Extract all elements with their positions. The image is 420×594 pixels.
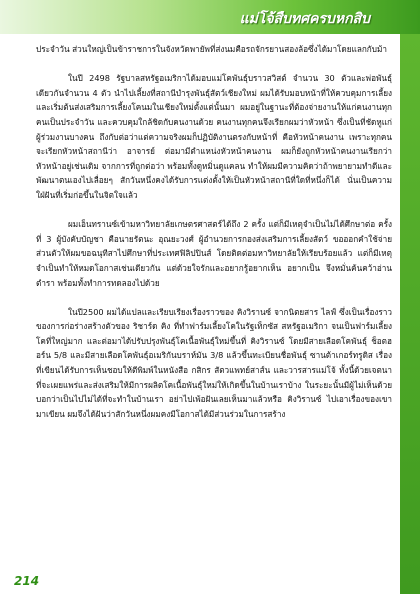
page-number: 214 <box>14 574 40 588</box>
paragraph-2: ในปี 2498 รัฐบาลสหรัฐอเมริกาได้มอบแม่โคพันธุ์บราวสวิสต์ จำนวน 30 ตัวและพ่อพันธุ์เดียวกันจำนวน 4 ตัว นำไปเลี้ยงที่สถานีบำรุงพันธุ์สัตว์เชียงใหม่ ผมได้รับมอบหน้าที่ให้ควบคุมการเลี้ยง และเริ่มต้นส่งเสริมการเลี้ยงโคนมในเชียงใหม่ตั้งแต่นั้นมา ผมอยู่ในฐานะที่ต้องจ่ายงานให้แก่คนงานทุกคนเป็นประจำวัน และควบคุมใกล้ชิดกับคนงานด้วย คนงานทุกคนจึงเรียกผมว่าหัวหน้า ซึ่งเป็นที่ชัดหูแก่ผู้ร่วมงานบางคน ถึงกับต่อว่าแต่ความจริงผมก็ปฏิบัติงานตรงกับหน้าที่ คือหัวหน้าคนงาน เพราะทุกคนจะเรียกหัวหน้าสถานีว่า อาจารย์ ต่อมามีตำแหน่งหัวหน้าคนงาน ผมก็ยังถูกหัวหน้าคนงานเรียกว่าหัวหน้าอยู่เช่นเดิม จากการที่ถูกต่อว่า พร้อมทั้งดูหมิ่นดูแคลน ทำให้ผมมีความคิดว่าถ้าพยายามทำดีและพัฒนาตนเองไปเลื่อยๆ สักวันหนึ่งคงได้รับการแต่งตั้งให้เป็นหัวหน้าสถานีที่ใดที่หนึ่งก็ได้ นั่นเป็นความใฝ่ฝันที่เริ่มก่อขึ้นในจิตใจแล้ว <box>36 73 392 200</box>
paragraph-1: ประจำวัน ส่วนใหญ่เป็นข้าราชการในจังหวัดพายัพที่ส่งนมคือรถจักรยานสองล้อซึ่งได้มาโดยแลกกับม้า <box>36 44 387 54</box>
side-stripe <box>400 34 420 594</box>
paragraph-4: ในปี2500 ผมได้แปลและเรียบเรียงเรื่องราวของ คิงวิรานซ์ จากนิตยสาร ไลฟ์ ซึ่งเป็นเรื่องราวของการก่อร่างสร้างตัวของ ริชาร์ด คิง ที่ทำฟาร์มเลี้ยงโคในรัฐเท็กซัส สหรัฐอเมริกา จนเป็นฟาร์มเลี้ยงโคที่ใหญ่มาก และต่อมาได้ปรับปรุงพันธุ์โคเนื้อพันธุ์ใหม่ขึ้นที่ คิงวิรานซ์ โดยมีสายเลือดโคพันธุ์ ช็อตฮอร์น 5/8 และมีสายเลือดโคพันธุ์อเมริกันบราห์มัน 3/8 แล้วขึ้นทะเบียนชื่อพันธุ์ ซานต้าเกอร์ทรูดิส เรื่องที่เขียนได้รับการเห็นชอบให้ตีพิมพ์ในหนังสือ กสิกร สัตวแพทย์สาส์น และวารสารแม่โจ้ ทั้งนี้ด้วยเจตนาที่จะเผยแพร่และส่งเสริมให้มีการผลิตโคเนื้อพันธุ์ใหม่ให้เกิดขึ้นในบ้านเราบ้าง ในระยะนั้นมีผู้ไม่เห็นด้วยบอกว่าเป็นไปไม่ได้ที่จะทำในบ้านเรา อย่าไปเพ้อฝันเลยเห็นมาแล้วหรือ คิงวิรานซ์ ไปเอาเรื่องของเขามาเขียน ผมจึงได้ฝันว่าสักวันหนึ่งผมคงมีโอกาสได้มีส่วนร่วมในการสร้าง <box>36 306 392 419</box>
body-text <box>36 42 392 562</box>
paragraph-3: ผมเอ็นทรานซ์เข้ามหาวิทยาลัยเกษตรศาสตร์ได้ถึง 2 ครั้ง แต่ก็มีเหตุจำเป็นไม่ได้ศึกษาต่อ ครั้งที่ 3 ผู้บังคับบัญชา คือนายรัตนะ อุณยะวงศ์ ผู้อำนวยการกองส่งเสริมการเลี้ยงสัตว์ ขอออกคำใช้จ่ายส่วนตัวให้ผมขอฉนุทีสาไปศึกษาที่ประเทศฟิลิปปินส์ โดยติดต่อมหาวิทยาลัยให้เรียบร้อยแล้ว แต่ก็มีเหตุจำเป็นทำให้หมดโอกาสเช่นเดียวกัน แต่ด้วยใจรักและอยากรู้อยากเห็น อยากเป็น จึงหมั่นค้นคว้าอ่านตำรา พร้อมทั้งทำการทดลองไปด้วย <box>36 219 392 288</box>
header-title: แม่โจ้สืบทศครบหกสิบ <box>239 11 370 27</box>
page-header <box>0 0 420 34</box>
